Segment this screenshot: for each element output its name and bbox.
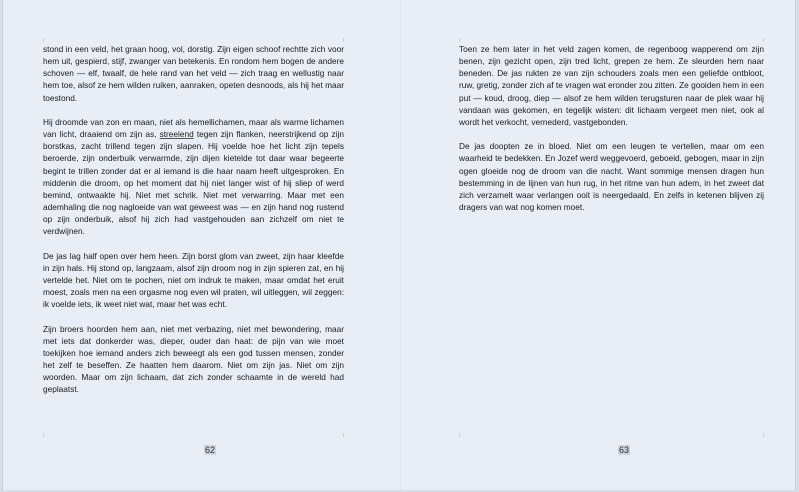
crop-mark bbox=[763, 433, 764, 437]
crop-mark bbox=[343, 433, 344, 437]
paragraph-1: stond in een veld, het graan hoog, vol, dorstig. Zijn eigen schoof rechtte zich voor hem uit, gespierd, stijf, zwanger van betekenis. En rondom hem bogen de andere schoven — elf, twaalf, de hele rand van het veld — zich traag en wellustig naar hem toe, alsof ze hem wilden ruiken, aanraken, opeten desnoods, als hij het maar toestond. bbox=[43, 44, 344, 103]
paragraph-2 bbox=[43, 116, 344, 238]
right-page-text bbox=[459, 43, 764, 225]
crop-mark bbox=[459, 433, 460, 437]
left-page-text bbox=[43, 43, 344, 408]
paragraph-4: Zijn broers hoorden hem aan, niet met verbazing, niet met bewondering, maar met iets dat donkerder was, dieper, ouder dan haat: de pijn van wie moet toekijken hoe iemand anders zich beweegt als een god tussen mensen, zonder het zelf te beseffen. Ze haatten hem daarom. Niet om zijn jas. Niet om zijn woorden. Maar om zijn lichaam, dat zich zonder schaamte in de wereld had geplaatst. bbox=[43, 323, 344, 395]
crop-mark bbox=[459, 38, 460, 42]
paragraph-3: De jas lag half open over hem heen. Zijn borst glom van zweet, zijn haar kleefde in zijn hals. Hij stond op, langzaam, alsof zijn droom nog in zijn spieren zat, en hij vertelde het. Niet om te pochen, niet om indruk te maken, maar omdat het eruit moest, zoals men na een orgasme nog even wil praten, wil uitleggen, wil zeggen: ik voelde iets, ik weet niet wat, maar het was echt. bbox=[43, 250, 344, 310]
page-number: 62 bbox=[205, 445, 216, 455]
paragraph-1: Toen ze hem later in het veld zagen komen, de regenboog wapperend om zijn benen, zijn gezicht open, zijn tred licht, grepen ze hem. Ze sleurden hem naar beneden. De jas rukten ze van zijn schouders zoals men een geliefde ontbloot, ruw, gretig, zonder zich af te vragen wat eronder zou zitten. Ze gooiden hem in een put — koud, droog, diep — alsof ze hem wilden terugsturen naar de plek waar hij vandaan was gekomen, en tegelijk wisten: dit lichaam vergeet men niet, ook al wordt het verkocht, vernederd, vastgebonden. bbox=[459, 44, 764, 127]
crop-mark bbox=[43, 38, 44, 42]
underlined-word: streelend bbox=[159, 129, 194, 140]
page-number: 63 bbox=[619, 445, 630, 455]
right-page bbox=[401, 0, 797, 490]
book-spread bbox=[2, 0, 796, 490]
crop-mark bbox=[43, 433, 44, 437]
left-page bbox=[3, 0, 400, 490]
crop-mark bbox=[763, 38, 764, 42]
paragraph-2: De jas doopten ze in bloed. Niet om een leugen te vertellen, maar om een waarheid te bedekken. En Jozef werd weggevoerd, geboeid, gebogen, maar in zijn ogen gloeide nog de droom van die nacht. Want sommige mensen dragen hun bestemming in de lijnen van hun rug, in het ritme van hun adem, in het zweet dat zich verzamelt waar verlangen ooit is neergedaald. En zelfs in ketenen blijven zij dragers van wat nog komen moet. bbox=[459, 141, 764, 213]
paragraph-2-part-1: Hij droomde van zon en maan, niet als hemellichamen, maar als warme lichamen van licht, draaiend om zijn as, bbox=[43, 116, 344, 140]
paragraph-2-part-2: tegen zijn flanken, neerstrijkend op zijn borstkas, zacht trillend tegen zijn slapen. Hij voelde hoe het licht zijn tepels beroerde, zijn onderbuik verwarmde, zijn dijen kietelde tot daar waar begeerte begint te trillen zonder dat er al iemand is die haar naam heeft uitgesproken. En middenin die droom, op het moment dat hij niet langer wist of hij sliep of werd bemind, ontwaakte hij. Niet met schrik. Niet met verwarring. Maar met een ademhaling die nog nagloeide van wat geweest was — en zijn hand nog rustend op zijn onderbuik, alsof hij zich had vastgehouden aan zichzelf om niet te verdwijnen. bbox=[43, 129, 344, 237]
crop-mark bbox=[343, 38, 344, 42]
